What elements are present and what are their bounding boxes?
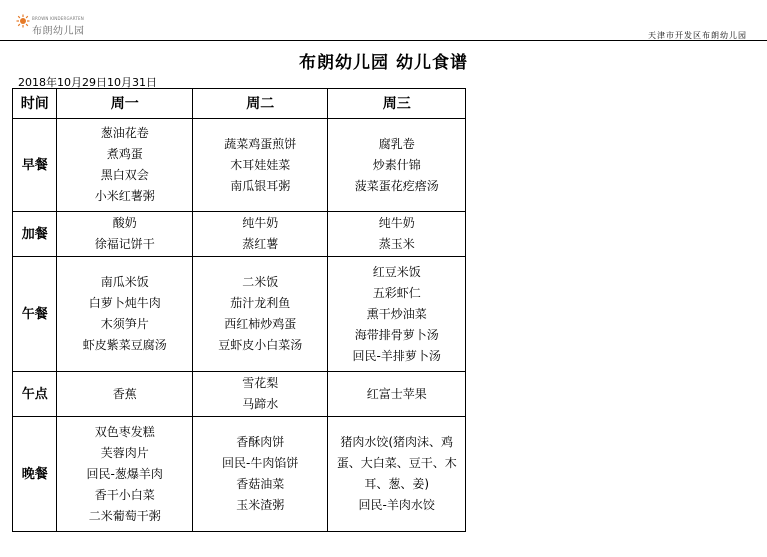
dish-item: 红富士苹果 — [366, 386, 427, 401]
menu-cell-lunch-wednesday — [328, 257, 466, 372]
dish-item: 香酥肉饼 — [236, 435, 285, 449]
meal-label-lunch: 午餐 — [13, 257, 57, 372]
dish-item: 二米饭 — [242, 275, 279, 289]
table-row — [13, 119, 466, 212]
menu-cell-dinner-tuesday — [192, 417, 327, 532]
menu-cell-snack-tuesday — [192, 212, 327, 257]
header-school-name: 天津市开发区布朗幼儿园 — [648, 31, 747, 40]
dish-item: 回民-羊排萝卜汤 — [352, 348, 441, 363]
dish-item: 香蕉 — [112, 386, 137, 401]
logo-text: 布朗幼儿园 — [32, 26, 85, 37]
sun-icon — [16, 14, 30, 28]
dish-item: 猪肉水饺(猪肉沫、鸡蛋、大白菜、豆干、木耳、葱、姜) — [336, 435, 457, 491]
date-range: 2018年10月29日10月31日 — [18, 76, 157, 89]
header-divider — [0, 40, 767, 41]
page-header — [0, 0, 767, 44]
dish-item: 玉米渣粥 — [236, 498, 285, 512]
dish-item: 纯牛奶 — [242, 216, 279, 230]
header-monday: 周一 — [57, 89, 192, 119]
dish-item: 腐乳卷 — [378, 136, 415, 151]
table-row — [13, 372, 466, 417]
table-header-row — [13, 89, 466, 119]
dish-item: 香菇油菜 — [236, 477, 285, 491]
dish-item: 蔬菜鸡蛋煎饼 — [224, 136, 297, 151]
dish-item: 黑白双会 — [100, 168, 149, 182]
dish-item: 五彩虾仁 — [372, 285, 421, 300]
table-row — [13, 257, 466, 372]
dish-item: 蒸玉米 — [378, 237, 415, 251]
dish-item: 炒素什锦 — [372, 157, 421, 172]
dish-item: 香干小白菜 — [94, 487, 155, 502]
dish-item: 回民-牛肉馅饼 — [222, 456, 299, 470]
menu-cell-snack-monday — [57, 212, 192, 257]
meal-label-breakfast: 早餐 — [13, 119, 57, 212]
table-row — [13, 212, 466, 257]
dish-item: 木耳娃娃菜 — [230, 157, 291, 172]
header-wednesday: 周三 — [328, 89, 466, 119]
menu-cell-lunch-tuesday — [192, 257, 327, 372]
dish-item: 雪花梨 — [242, 376, 279, 390]
dish-item: 茄汁龙利鱼 — [230, 296, 291, 310]
dish-item: 豆虾皮小白菜汤 — [218, 338, 303, 352]
brand-logo — [16, 14, 86, 38]
dish-item: 西红柿炒鸡蛋 — [224, 317, 297, 331]
dish-item: 芙蓉肉片 — [100, 445, 149, 460]
page-title: 布朗幼儿园 幼儿食谱 — [299, 53, 468, 73]
dish-item: 南瓜米饭 — [100, 275, 149, 289]
dish-item: 二米葡萄干粥 — [88, 508, 161, 523]
menu-cell-dinner-wednesday — [328, 417, 466, 532]
dish-item: 徐福记饼干 — [94, 237, 155, 251]
dish-item: 葱油花卷 — [100, 126, 149, 140]
dish-item: 纯牛奶 — [378, 216, 415, 230]
dish-item: 虾皮紫菜豆腐汤 — [82, 338, 167, 352]
dish-item: 海带排骨萝卜汤 — [354, 327, 439, 342]
dish-item: 木须笋片 — [100, 317, 149, 331]
dish-item: 马蹄水 — [242, 397, 279, 411]
menu-cell-afternoon-snack-tuesday — [192, 372, 327, 417]
menu-cell-afternoon-snack-monday — [57, 372, 192, 417]
dish-item: 红豆米饭 — [372, 264, 421, 279]
dish-item: 菠菜蛋花疙瘩汤 — [354, 178, 439, 193]
dish-item: 煮鸡蛋 — [106, 147, 143, 161]
menu-cell-lunch-monday — [57, 257, 192, 372]
table-row — [13, 417, 466, 532]
header-tuesday: 周二 — [192, 89, 327, 119]
menu-cell-breakfast-monday — [57, 119, 192, 212]
meal-label-snack: 加餐 — [13, 212, 57, 257]
dish-item: 南瓜银耳粥 — [230, 178, 291, 193]
dish-item: 酸奶 — [112, 216, 137, 230]
dish-item: 熏干炒油菜 — [366, 306, 427, 321]
dish-item: 回民-羊肉水饺 — [358, 498, 435, 512]
dish-item: 小米红薯粥 — [94, 189, 155, 203]
menu-table — [12, 88, 466, 532]
menu-cell-afternoon-snack-wednesday — [328, 372, 466, 417]
dish-item: 蒸红薯 — [242, 237, 279, 251]
header-time: 时间 — [13, 89, 57, 119]
menu-cell-snack-wednesday — [328, 212, 466, 257]
menu-cell-dinner-monday — [57, 417, 192, 532]
menu-cell-breakfast-wednesday — [328, 119, 466, 212]
logo-small-text: BROWN KINDERGARTEN — [32, 16, 84, 21]
dish-item: 双色枣发糕 — [94, 424, 155, 439]
meal-label-afternoon-snack: 午点 — [13, 372, 57, 417]
dish-item: 白萝卜炖牛肉 — [88, 296, 161, 310]
dish-item: 回民-葱爆羊肉 — [86, 466, 163, 481]
meal-label-dinner: 晚餐 — [13, 417, 57, 532]
menu-cell-breakfast-tuesday — [192, 119, 327, 212]
